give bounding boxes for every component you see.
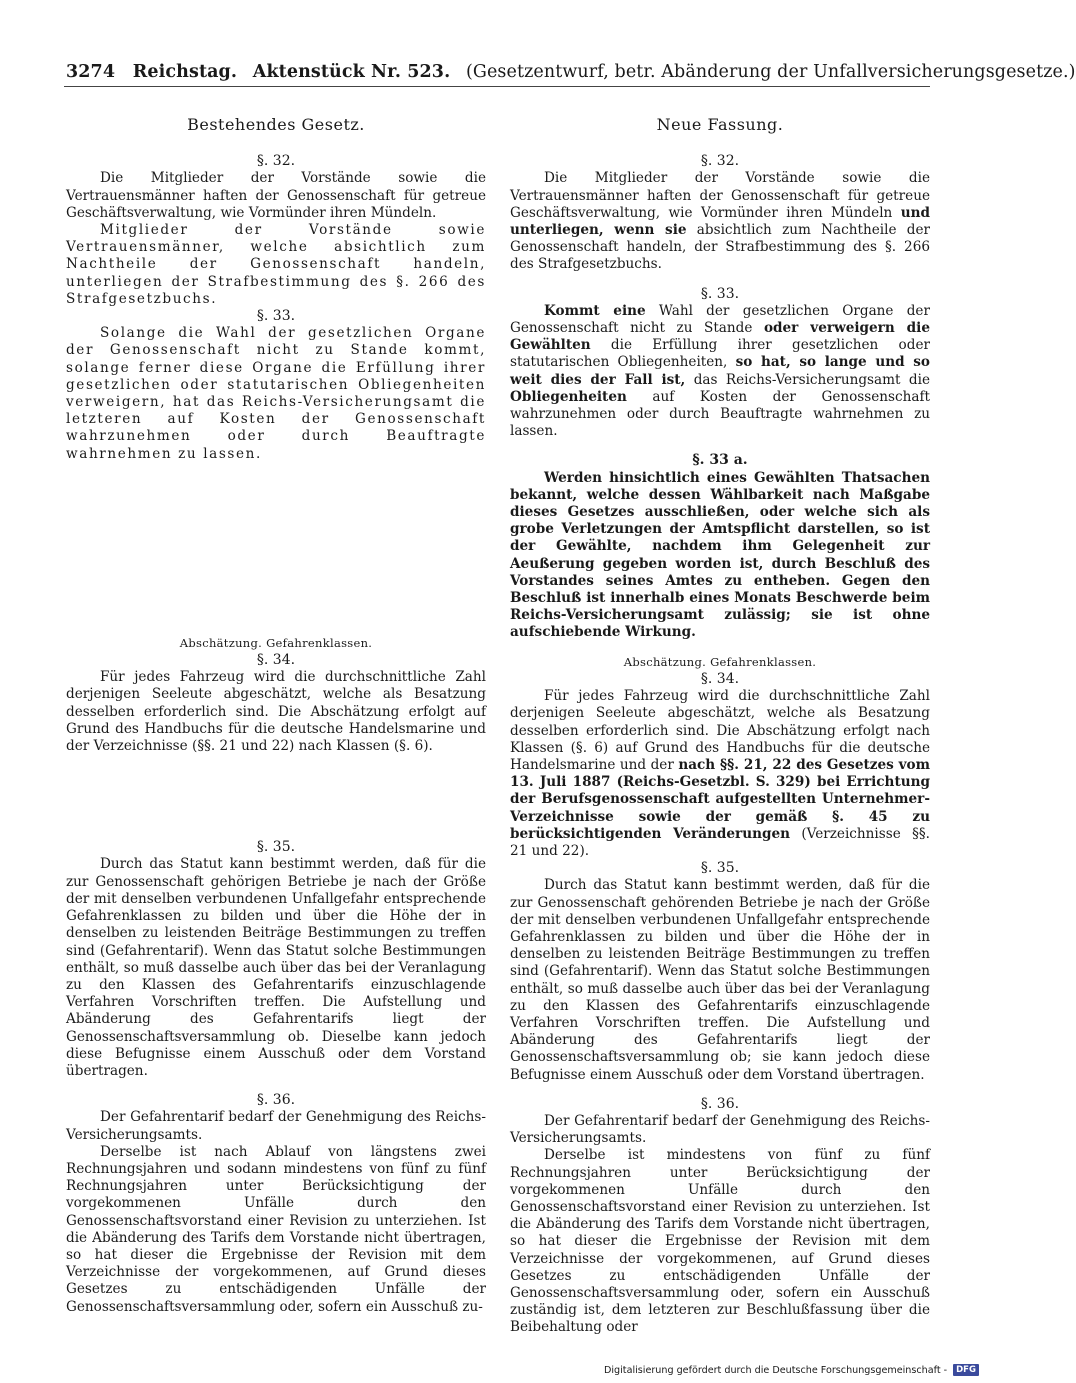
paragraph: Mitglieder der Vorstände sowie Vertrauensmänner, welche absichtlich zum Nachtheile der Genossenschaft handeln, unterliegen der Strafbestimmung des §. 266 des Strafgesetzbuchs.: [66, 222, 486, 307]
paragraph: Für jedes Fahrzeug wird die durchschnittliche Zahl derjenigen Seeleute abgeschätzt, welche als Besatzung desselben erforderlich sind. Die Abschätzung erfolgt auf Grund des Handbuchs für die deutsche Handelsmarine und der Verzeichnisse (§§. 21 und 22) nach Klassen (§. 6).: [66, 669, 486, 755]
spacer: [66, 755, 486, 839]
text-run: Die Mitglieder der Vorstände sowie die Vertrauensmänner haften der Genossenschaft für getreue Geschäftsverwaltung, wie Vormünder ihren Mündeln: [510, 170, 930, 221]
text-run: Wahl der gesetzlichen Organe der Genossenschaft nicht zu Stande: [510, 302, 930, 337]
column-title: Bestehendes Gesetz.: [187, 115, 365, 134]
paragraph: [510, 303, 930, 441]
text-run: Für jedes Fahrzeug wird die durchschnittliche Zahl derjenigen Seeleute abgeschätzt, welche als Besatzung desselben erforderlich sind. Die Abschätzung erfolgt nach Klassen (§. 6) auf Grund des Handbuchs für die deutsche Handelsmarine und der: [510, 688, 930, 773]
text-run: die Erfüllung ihrer gesetzlichen oder statutarischen Obliegenheiten,: [510, 337, 930, 371]
section-heading: §. 33.: [256, 308, 296, 325]
emphasis-run: Obliegenheiten: [510, 388, 627, 405]
section-heading: §. 34.: [700, 670, 740, 687]
footer-text: Digitalisierung gefördert durch die Deutsche Forschungsgemeinschaft -: [604, 1364, 948, 1376]
column-title: Neue Fassung.: [656, 115, 784, 134]
paragraph: Die Mitglieder der Vorstände sowie die Vertrauensmänner haften der Genossenschaft für getreue Geschäftsverwaltung, wie Vormünder ihren Mündeln.: [66, 170, 486, 221]
emphasis-run: nach §§. 21, 22 des Gesetzes vom 13. Juli 1887 (Reichs-Gesetzbl. S. 329) bei Errichtung der Berufsgenossenschaft aufgestellten Unternehmer-Verzeichnisse sowie der gemäß §. 45 zu berücksichtigenden Veränderungen: [510, 756, 930, 842]
emphasis-run: und unterliegen, wenn sie: [510, 204, 930, 239]
paragraph: Durch das Statut kann bestimmt werden, daß für die zur Genossenschaft gehörenden Betriebe je nach der Größe der mit denselben verbundenen Unfallgefahr entsprechende Gefahrenklassen zu bilden und über die Höhe der in denselben zu leistenden Beiträge Bestimmungen zu treffen sind (Gefahrentarif). Wenn das Statut solche Bestimmungen enthält, so muß dasselbe auch über das bei der Veranlagung zu den Klassen des Gefahrentarifs einzuschlagende Verfahren Vorschriften treffen. Die Aufstellung und Abänderung des Gefahrentarifs liegt der Genossenschaftsversammlung ob; sie kann jedoch diese Befugnisse einem Ausschuß oder dem Vorstand übertragen.: [510, 877, 930, 1083]
emphasis-run: Kommt eine: [544, 302, 646, 319]
paragraph: [510, 170, 930, 273]
text-run: auf Kosten der Genossenschaft wahrzunehmen oder durch Beauftragte wahrnehmen zu lassen.: [510, 388, 930, 440]
section-heading: §. 34.: [256, 652, 296, 669]
page-number: 3274: [66, 62, 116, 82]
page-header: [66, 62, 1076, 82]
header-divider: [64, 86, 930, 87]
paragraph: Durch das Statut kann bestimmt werden, daß für die zur Genossenschaft gehörigen Betriebe je nach der Größe der mit denselben verbundenen Unfallgefahr entsprechende Gefahrenklassen zu bilden und über die Höhe der in denselben zu leistenden Beiträge Bestimmungen zu treffen sind (Gefahrentarif). Wenn das Statut solche Bestimmungen enthält, so muß dasselbe auch über das bei der Veranlagung zu den Klassen des Gefahrentarifs einzuschlagende Verfahren Vorschriften treffen. Die Aufstellung und Abänderung des Gefahrentarifs liegt der Genossenschaftsversammlung ob. Dieselbe kann jedoch diese Befugnisse einem Ausschuß oder dem Vorstand übertragen.: [66, 856, 486, 1079]
spacer: [66, 1080, 486, 1092]
subheading: Abschätzung. Gefahrenklassen.: [179, 635, 373, 650]
header-aktenstueck: Aktenstück Nr. 523.: [252, 62, 451, 82]
spacer: [510, 1084, 930, 1096]
section-heading: §. 33 a.: [692, 452, 748, 469]
section-heading: §. 33.: [700, 285, 740, 302]
emphasis-run: so hat, so lange und so weit dies der Fall ist,: [510, 354, 930, 388]
section-heading: §. 32.: [700, 153, 740, 170]
spacer: [510, 440, 930, 452]
paragraph: Derselbe ist nach Ablauf von längstens zwei Rechnungsjahren und sodann mindestens von fünf zu fünf Rechnungsjahren unter Berücksichtigung der vorgekommenen Unfälle durch den Genossenschaftsvorstand einer Revision zu unterziehen. Ist die Abänderung des Tarifs dem Vorstande nicht übertragen, so hat dieser die Ergebnisse der Revision mit dem Verzeichnisse der vorgekommenen, auf Grund dieses Gesetzes zu entschädigenden Unfälle der Genossenschaftsversammlung oder, sofern ein Ausschuß zu-: [66, 1143, 486, 1315]
column-new-version: [510, 116, 930, 1337]
text-run: das Reichs-Versicherungsamt die: [685, 371, 930, 388]
footer-credit: [604, 1364, 976, 1376]
paragraph: [510, 688, 930, 860]
spacer: [510, 274, 930, 286]
text-run: (Verzeichnisse §§. 21 und 22).: [510, 825, 930, 859]
section-heading: §. 36.: [256, 1092, 296, 1109]
text-run: absichtlich zum Nachtheile der Genossenschaft handeln, der Strafbestimmung des §. 266 des Strafgesetzbuchs.: [510, 222, 931, 273]
paragraph: Der Gefahrentarif bedarf der Genehmigung des Reichs-Versicherungsamts.: [66, 1109, 486, 1143]
section-heading: §. 35.: [700, 860, 740, 877]
paragraph: Der Gefahrentarif bedarf der Genehmigung des Reichs-Versicherungsamts.: [510, 1112, 930, 1147]
section-heading: §. 35.: [256, 839, 296, 856]
header-subject: (Gesetzentwurf, betr. Abänderung der Unfallversicherungsgesetze.): [465, 62, 1076, 82]
spacer: [66, 463, 486, 635]
paragraph: Solange die Wahl der gesetzlichen Organe der Genossenschaft nicht zu Stande kommt, solange ferner diese Organe die Erfüllung ihrer gesetzlichen oder statutarischen Obliegenheiten verweigern, hat das Reichs-Versicherungsamt die letzteren auf Kosten der Genossenschaft wahrzunehmen oder durch Beauftragte wahrnehmen zu lassen.: [66, 325, 486, 462]
paragraph: Derselbe ist mindestens von fünf zu fünf Rechnungsjahren unter Berücksichtigung der vorgekommenen Unfälle durch den Genossenschaftsvorstand einer Revision zu unterziehen. Ist die Abänderung des Tarifs dem Vorstande nicht übertragen, so hat dieser die Ergebnisse der Revision mit dem Verzeichnisse der vorgekommenen, auf Grund dieses Gesetzes zu entschädigenden Unfälle der Genossenschaftsversammlung oder, sofern ein Ausschuß zuständig ist, dem letzteren zur Beschlußfassung über die Beibehaltung oder: [510, 1147, 930, 1336]
subheading: Abschätzung. Gefahrenklassen.: [623, 654, 817, 669]
column-existing-law: [66, 116, 486, 1316]
section-heading: §. 36.: [700, 1095, 740, 1112]
paragraph: Werden hinsichtlich eines Gewählten Thatsachen bekannt, welche dessen Wählbarkeit nach Maßgabe dieses Gesetzes ausschließen, oder welche sich als grobe Verletzungen der Amtspflicht darstellen, so ist der Gewählte, nachdem ihm Gelegenheit zur Aeußerung gegeben worden ist, durch Beschluß des Vorstandes seines Amtes zu entheben. Gegen den Beschluß ist innerhalb eines Monats Beschwerde beim Reichs-Versicherungsamt zulässig; sie ist ohne aufschiebende Wirkung.: [510, 469, 930, 641]
section-heading: §. 32.: [256, 153, 296, 170]
header-reichstag: Reichstag.: [132, 62, 238, 82]
spacer: [510, 642, 930, 654]
dfg-logo: DFG: [953, 1364, 979, 1376]
emphasis-run: oder verweigern die Gewählten: [510, 320, 930, 354]
